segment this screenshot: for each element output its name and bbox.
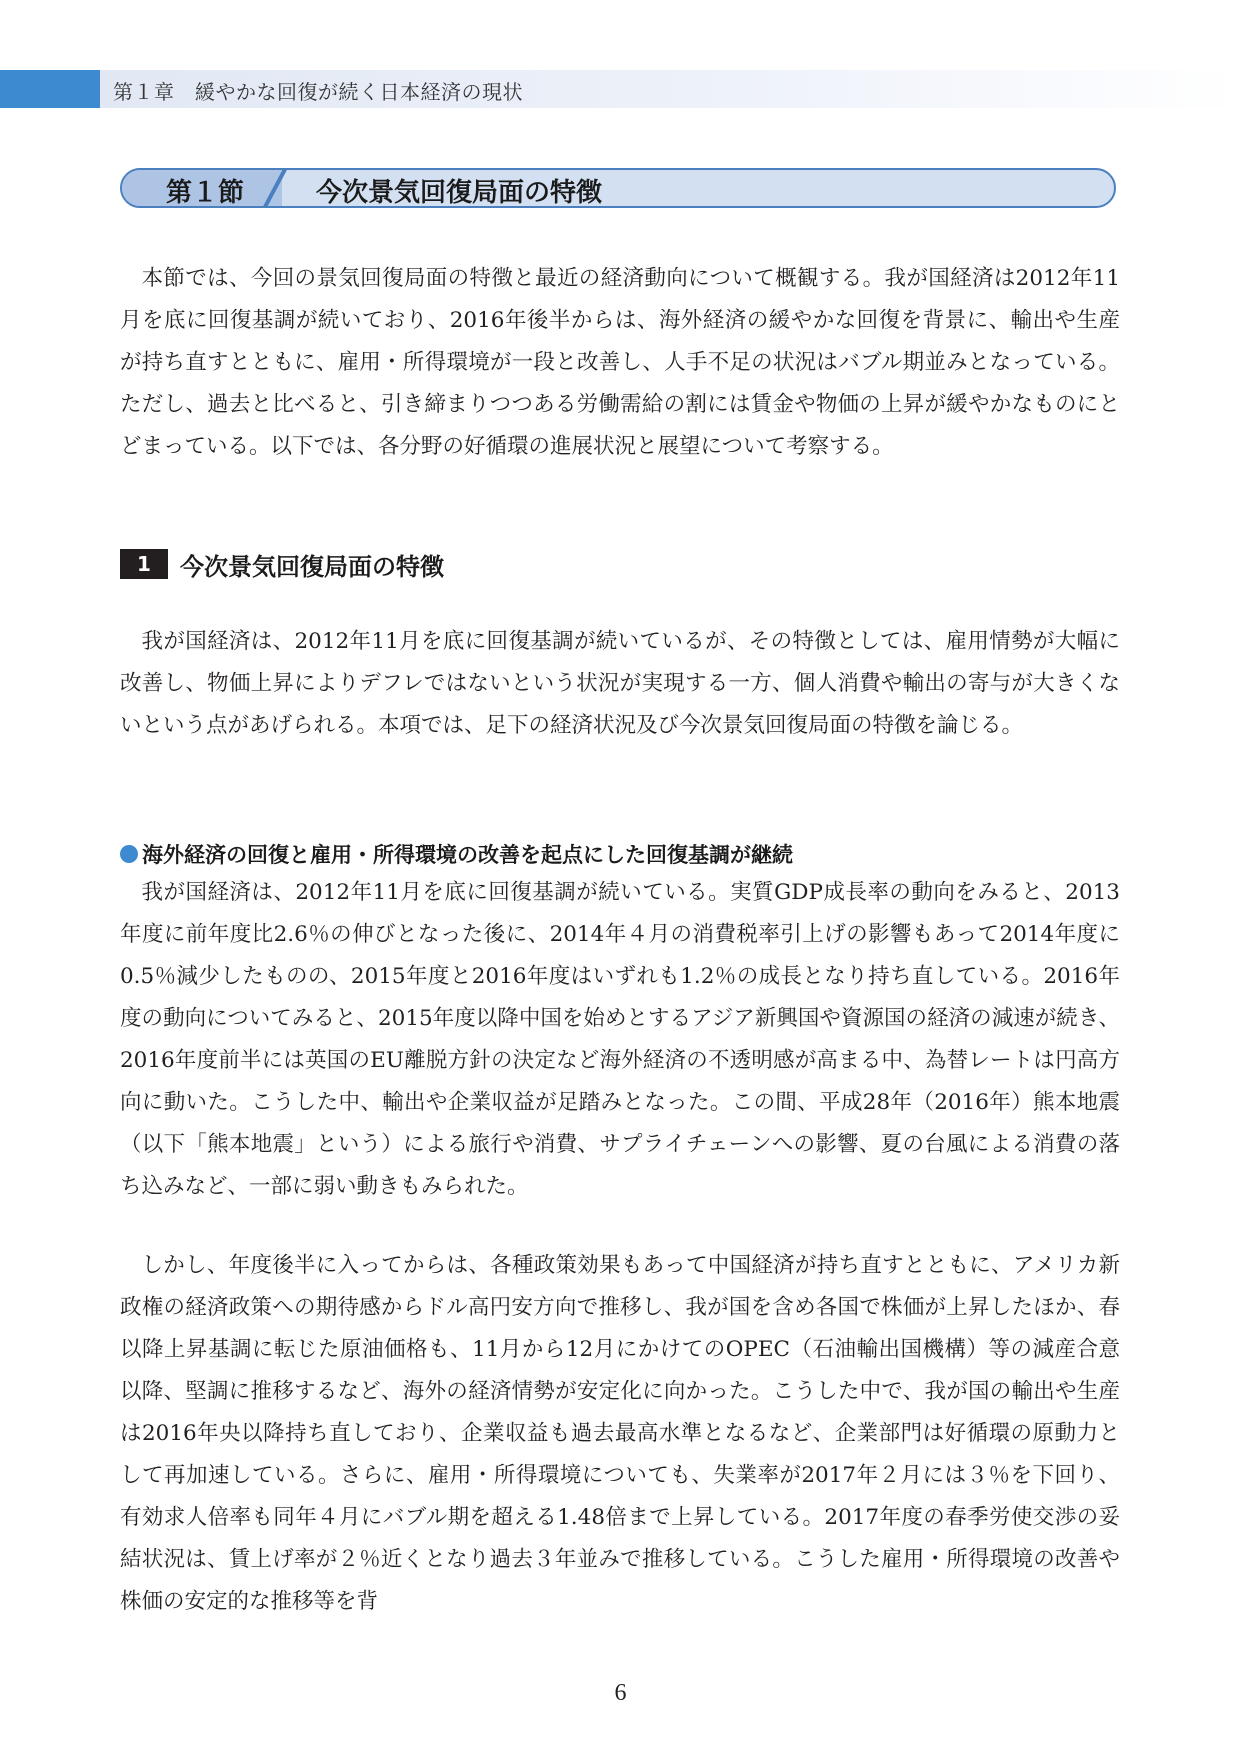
section-title-bar (120, 168, 1116, 208)
subsection-heading (120, 546, 444, 582)
chapter-header-title: 第１章 緩やかな回復が続く日本経済の現状 (113, 80, 523, 104)
section-title: 今次景気回復局面の特徴 (316, 178, 603, 208)
topic-heading (120, 836, 793, 872)
intro-paragraph: 本節では、今回の景気回復局面の特徴と最近の経済動向について概観する。我が国経済は2012年11月を底に回復基調が続いており、2016年後半からは、海外経済の緩やかな回復を背景に、輸出や生産が持ち直すとともに、雇用・所得環境が一段と改善し、人手不足の状況はバブル期並みとなっている。ただし、過去と比べると、引き締まりつつある労働需給の割には賃金や物価の上昇が緩やかなものにとどまっている。以下では、各分野の好循環の進展状況と展望について考察する。 (120, 266, 1120, 459)
bullet-dot-icon (120, 845, 138, 863)
section-number: 第１節 (166, 178, 245, 208)
topic-title: 海外経済の回復と雇用・所得環境の改善を起点にした回復基調が継続 (142, 843, 793, 867)
subsection-number: 1 (120, 549, 168, 579)
page-number: 6 (614, 1680, 627, 1706)
chapter-header-accent (0, 70, 100, 108)
topic-paragraph-2: しかし、年度後半に入ってからは、各種政策効果もあって中国経済が持ち直すとともに、アメリカ新政権の経済政策への期待感からドル高円安方向で推移し、我が国を含め各国で株価が上昇したほか、春以降上昇基調に転じた原油価格も、11月から12月にかけてのOPEC（石油輸出国機構）等の減産合意以降、堅調に推移するなど、海外の経済情勢が安定化に向かった。こうした中で、我が国の輸出や生産は2016年央以降持ち直しており、企業収益も過去最高水準となるなど、企業部門は好循環の原動力として再加速している。さらに、雇用・所得環境についても、失業率が2017年２月には３％を下回り、有効求人倍率も同年４月にバブル期を超える1.48倍まで上昇している。2017年度の春季労使交渉の妥結状況は、賃上げ率が２％近くとなり過去３年並みで推移している。こうした雇用・所得環境の改善や株価の安定的な推移等を背 (120, 1253, 1120, 1614)
topic-paragraph-1: 我が国経済は、2012年11月を底に回復基調が続いている。実質GDP成長率の動向をみると、2013年度に前年度比2.6％の伸びとなった後に、2014年４月の消費税率引上げの影響もあって2014年度に0.5％減少したものの、2015年度と2016年度はいずれも1.2％の成長となり持ち直している。2016年度の動向についてみると、2015年度以降中国を始めとするアジア新興国や資源国の経済の減速が続き、2016年度前半には英国のEU離脱方針の決定など海外経済の不透明感が高まる中、為替レートは円高方向に動いた。こうした中、輸出や企業収益が足踏みとなった。この間、平成28年（2016年）熊本地震（以下「熊本地震」という）による旅行や消費、サプライチェーンへの影響、夏の台風による消費の落ち込みなど、一部に弱い動きもみられた。 (120, 880, 1121, 1199)
subsection-title: 今次景気回復局面の特徴 (180, 552, 444, 581)
subsection-paragraph: 我が国経済は、2012年11月を底に回復基調が続いているが、その特徴としては、雇用情勢が大幅に改善し、物価上昇によりデフレではないという状況が実現する一方、個人消費や輸出の寄与が大きくないという点があげられる。本項では、足下の経済状況及び今次景気回復局面の特徴を論じる。 (120, 629, 1120, 738)
